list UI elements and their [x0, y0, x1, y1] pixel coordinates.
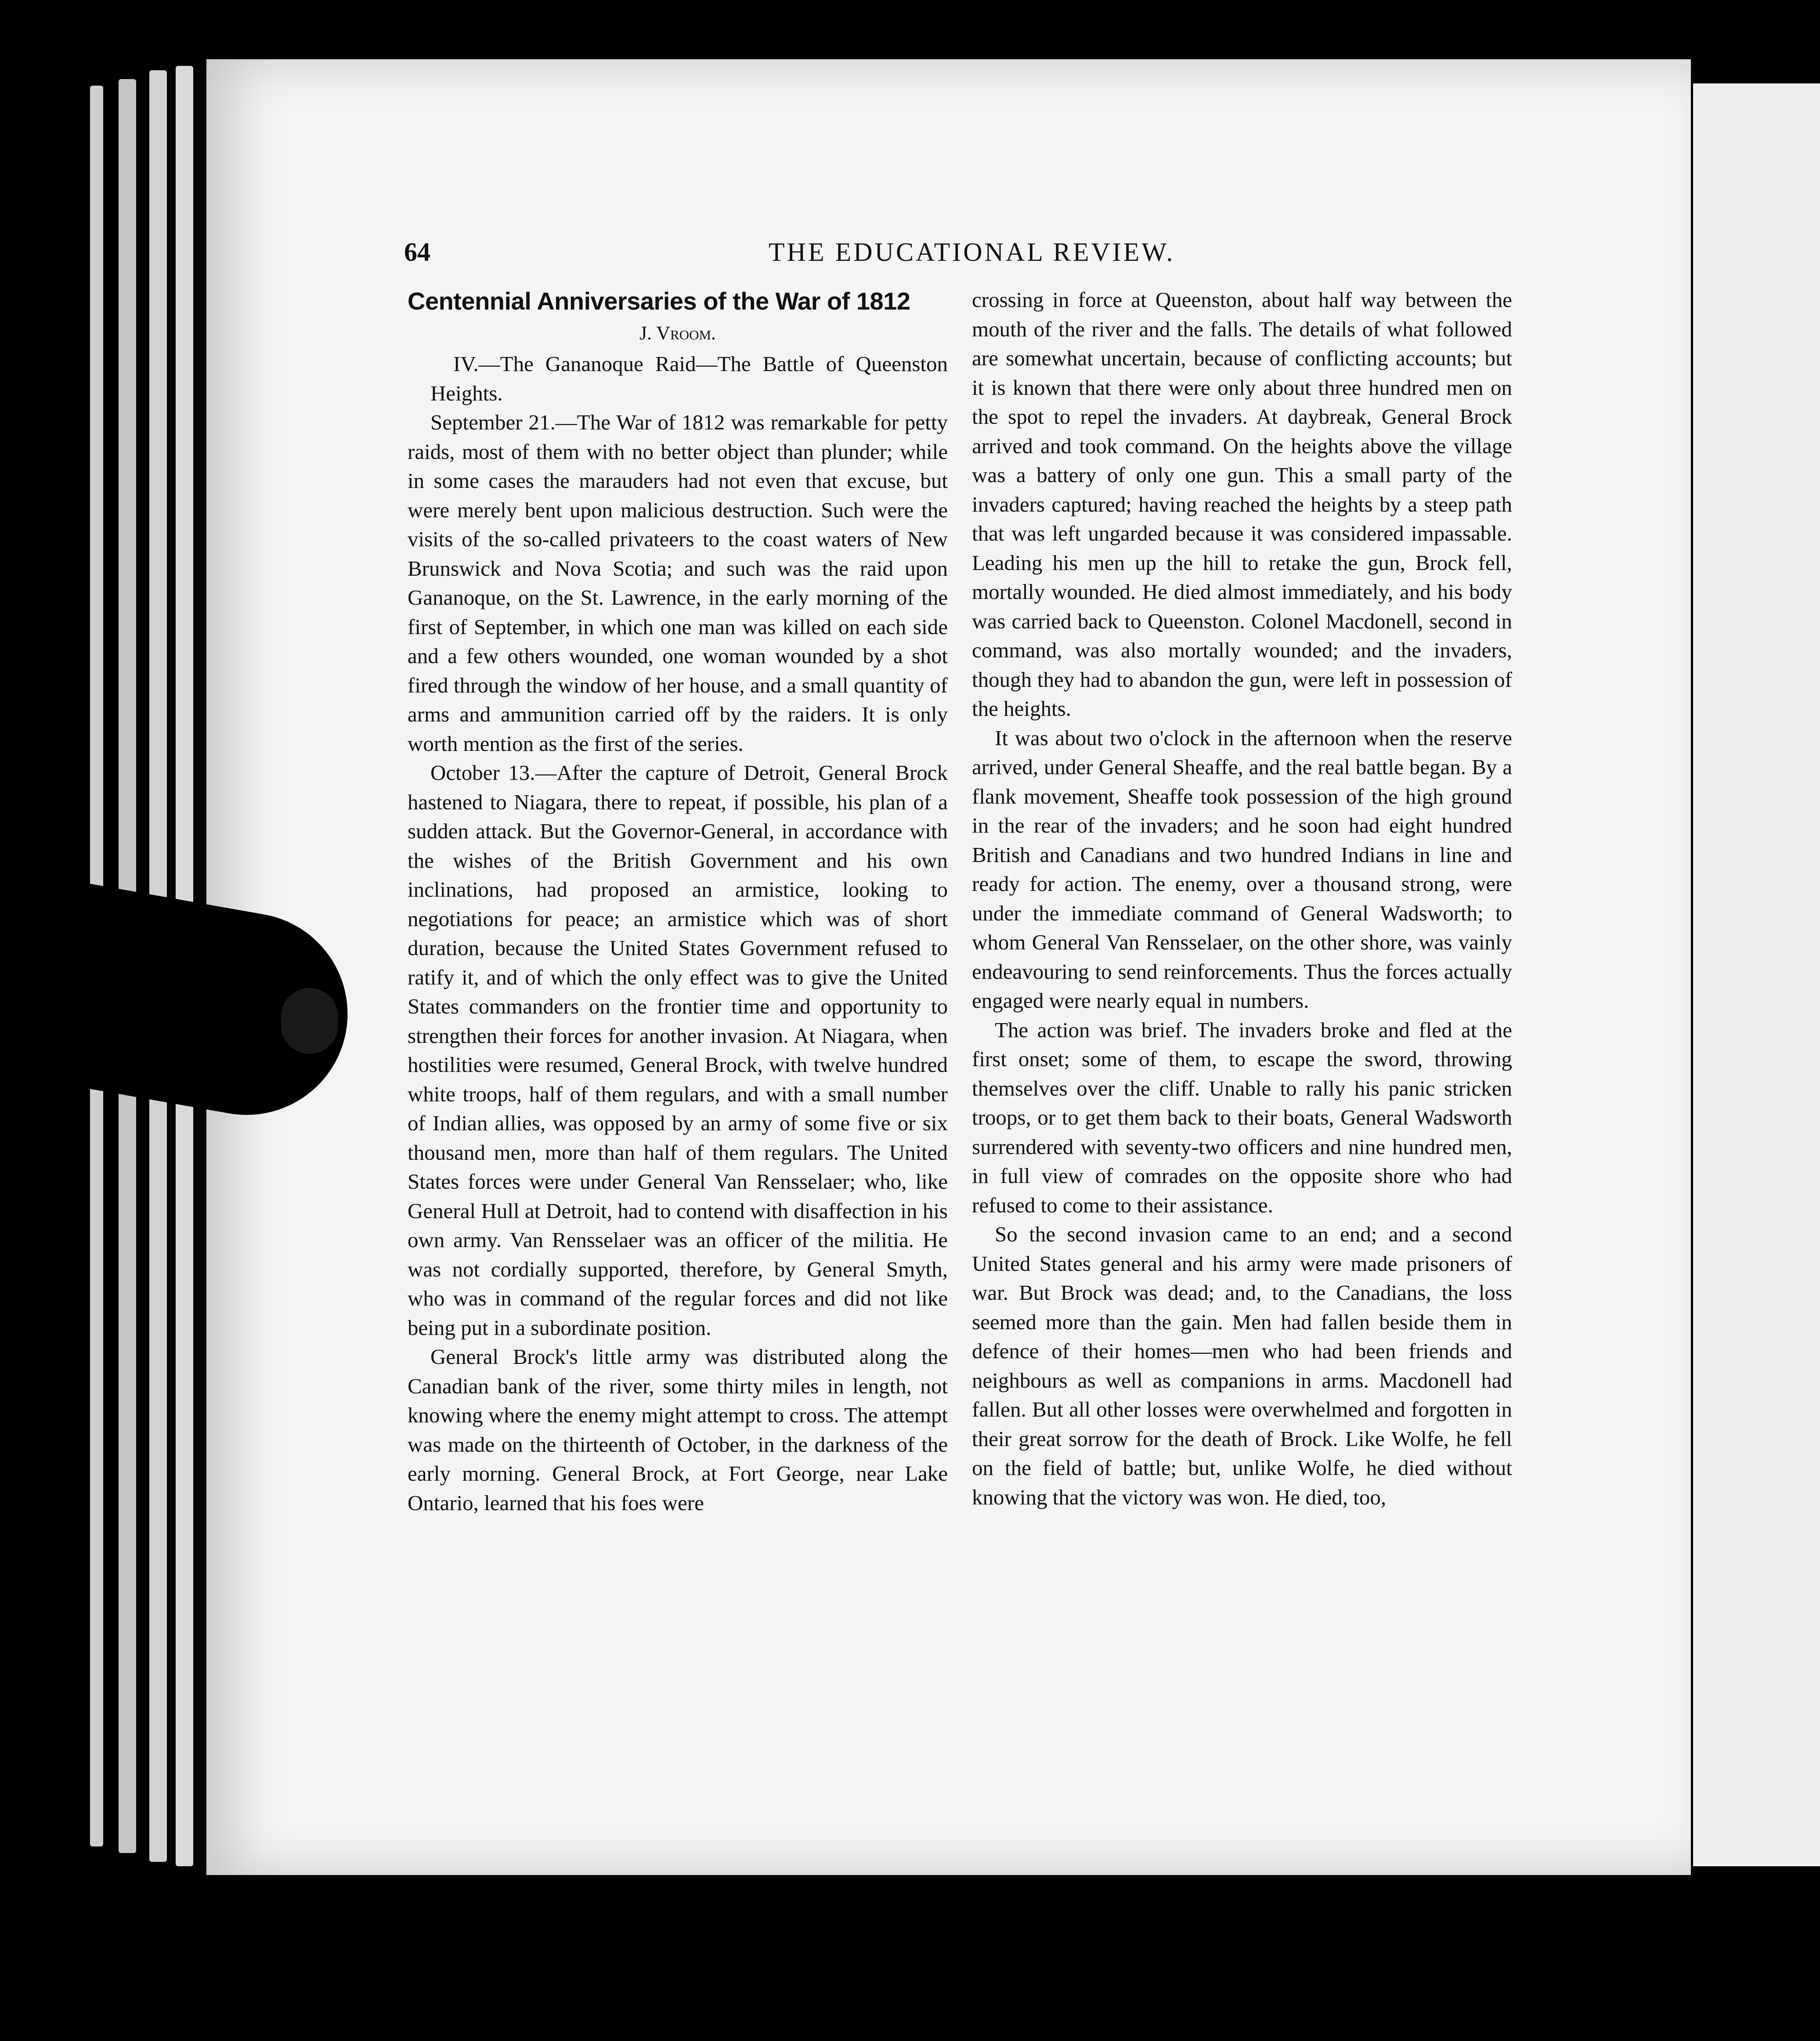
- paragraph: It was about two o'clock in the afternoon when the reserve arrived, under General Sheaffe, and the real battle began. By a flank movement, Sheaffe took possession of the high ground in the rear of the invaders; and he soon had eight hundred British and Canadians and two hundred Indians in line and ready for action. The enemy, over a thousand strong, were under the immediate command of General Wadsworth; to whom General Van Rensselaer, on the other shore, was vainly endeavouring to send reinforcements. Thus the forces actually engaged were nearly equal in numbers.: [972, 725, 1512, 1013]
- paragraph: September 21.—The War of 1812 was remarkable for petty raids, most of them with no better object than plunder; while in some cases the marauders had not even that excuse, but were merely bent upon malicious destruction. Such were the visits of the so-called privateers to the coast waters of New Brunswick and Nova Scotia; and such was the raid upon Gananoque, on the St. Lawrence, in the early morning of the first of September, in which one man was killed on each side and a few others wounded, one woman wounded by a shot fired through the window of her house, and a small quantity of arms and ammunition carried off by the raiders. It is only worth mention as the first of the series.: [408, 410, 948, 756]
- author-byline: J. Vroom.: [639, 322, 716, 344]
- running-head: [404, 237, 1515, 272]
- article-subheading: IV.—The Gananoque Raid—The Battle of Queenston Heights.: [430, 352, 948, 405]
- paragraph: crossing in force at Queenston, about half way between the mouth of the river and the falls. The details of what followed are somewhat uncertain, because of conflicting accounts; but it is known that there were only about three hundred men on the spot to repel the invaders. At daybreak, General Brock arrived and took command. On the heights above the village was a battery of only one gun. This a small party of the invaders captured; having reached the heights by a steep path that was left ungarded because it was considered impassable. Leading his men up the hill to retake the gun, Brock fell, mortally wounded. He died almost immediately, and his body was carried back to Queenston. Colonel Macdonell, second in command, was also mortally wounded; and the invaders, though they had to abandon the gun, were left in possession of the heights.: [972, 288, 1512, 721]
- left-column: [408, 285, 948, 1518]
- thumbnail-highlight: [281, 988, 338, 1054]
- right-column: [972, 285, 1512, 1512]
- journal-title: THE EDUCATIONAL REVIEW.: [769, 238, 1175, 267]
- paragraph: The action was brief. The invaders broke and fled at the first onset; some of them, to escape the sword, throwing themselves over the cliff. Unable to rally his panic stricken troops, or to get them back to their boats, General Wadsworth surrendered with seventy-two officers and nine hundred men, in full view of comrades on the opposite shore who had refused to come to their assistance.: [972, 1017, 1512, 1217]
- paragraph: October 13.—After the capture of Detroit, General Brock hastened to Niagara, there to repeat, if possible, his plan of a sudden attack. But the Governor-General, in accordance with the wishes of the British Government and his own inclinations, had proposed an armistice, looking to negotiations for peace; an armistice which was of short duration, because the United States Government refused to ratify it, and of which the only effect was to give the United States commanders on the frontier time and opportunity to strengthen their forces for another invasion. At Niagara, when hostilities were resumed, General Brock, with twelve hundred white troops, half of them regulars, and with a small number of Indian allies, was opposed by an army of some five or six thousand men, more than half of them regulars. The United States forces were under General Van Rensselaer; who, like General Hull at Detroit, had to contend with disaffection in his own army. Van Rensselaer was an officer of the militia. He was not cordially supported, therefore, by General Smyth, who was in command of the regular forces and did not like being put in a subordinate position.: [408, 761, 948, 1340]
- facing-page: [1693, 83, 1820, 1866]
- page-number: 64: [404, 238, 430, 267]
- article-title: Centennial Anniversaries of the War of 1812: [408, 287, 910, 315]
- paragraph: General Brock's little army was distributed along the Canadian bank of the river, some thirty miles in length, not knowing where the enemy might attempt to cross. The attempt was made on the thirteenth of October, in the darkness of the early morning. General Brock, at Fort George, near Lake Ontario, learned that his foes were: [408, 1345, 948, 1515]
- paragraph: So the second invasion came to an end; and a second United States general and his army were made prisoners of war. But Brock was dead; and, to the Canadians, the loss seemed more than the gain. Men had fallen beside them in defence of their homes—men who had been friends and neighbours as well as companions in arms. Macdonell had fallen. But all other losses were overwhelmed and forgotten in their great sorrow for the death of Brock. Like Wolfe, he fell on the field of battle; but, unlike Wolfe, he died without knowing that the victory was won. He died, too,: [972, 1222, 1512, 1509]
